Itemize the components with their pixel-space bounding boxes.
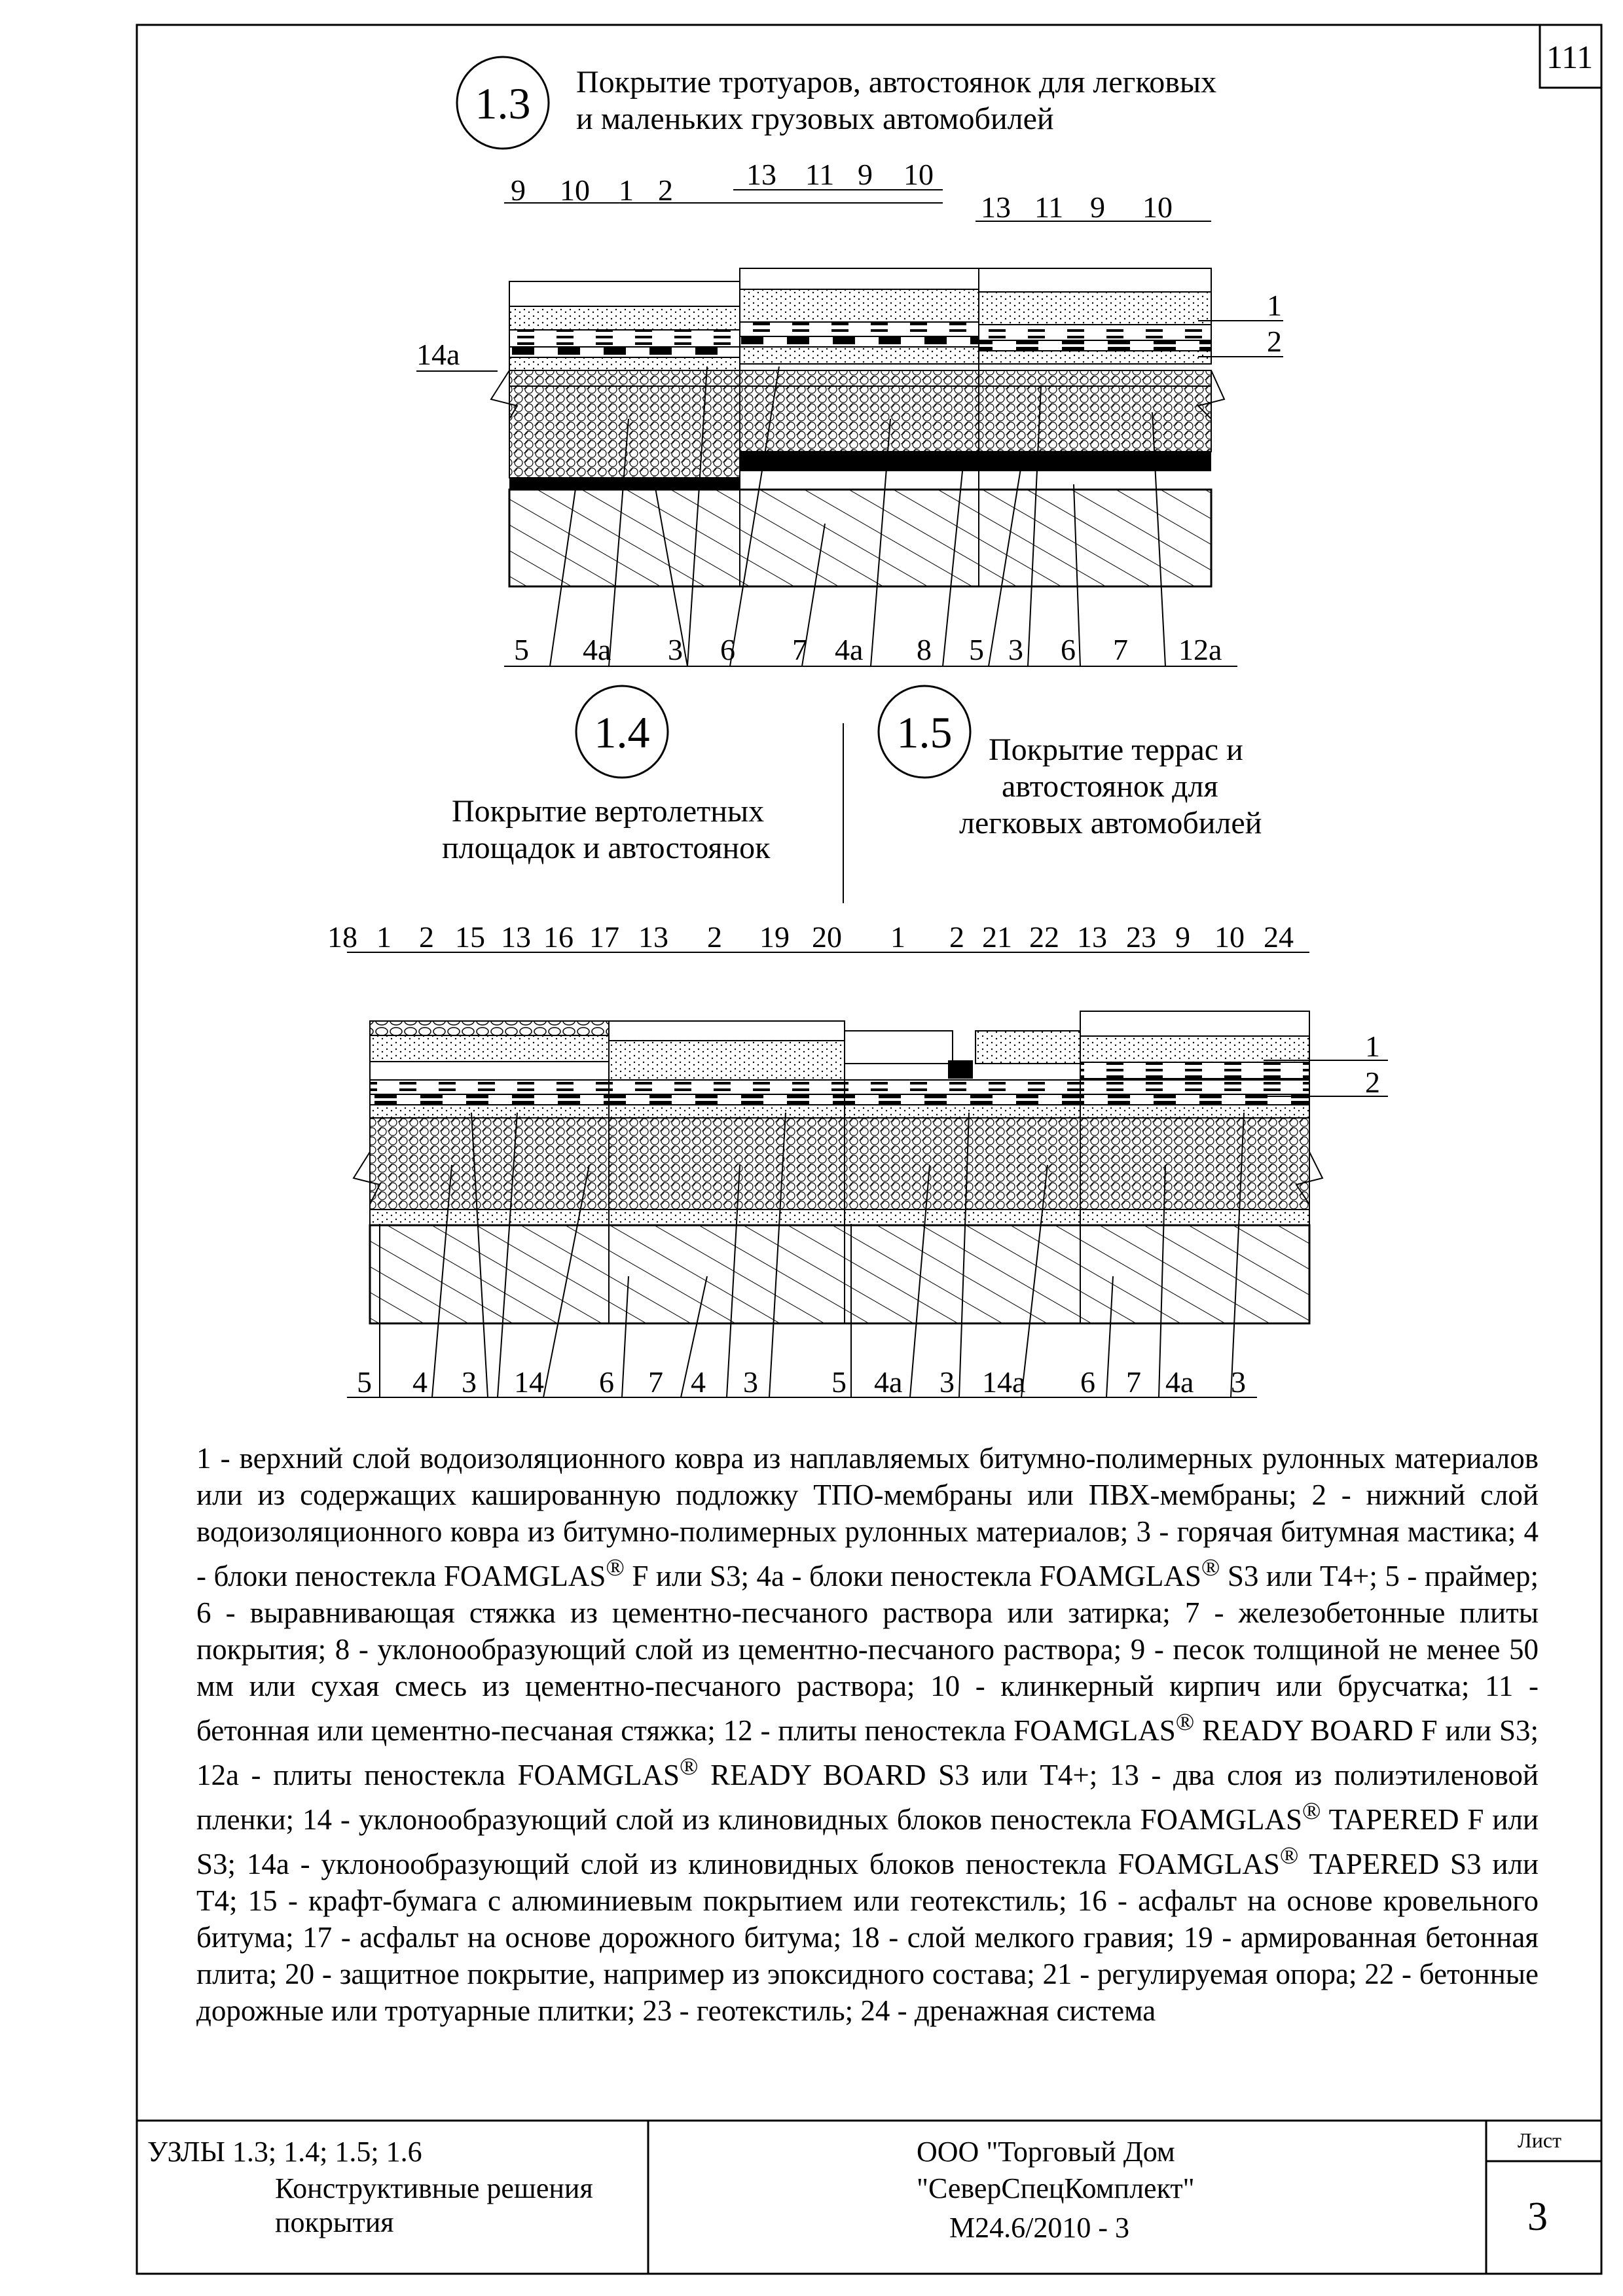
d13-bottom-label: 8 (917, 633, 932, 666)
registered-mark: ® (1201, 1554, 1220, 1581)
stamp-org-line1: ООО "Торговый Дом (917, 2136, 1175, 2168)
d13-bottom-label: 3 (668, 633, 683, 666)
d13-top-label: 9 (511, 173, 526, 207)
db-top-label: 15 (455, 920, 485, 954)
db-top-label: 9 (1175, 920, 1190, 954)
db-top-label: 2 (949, 920, 964, 954)
db-bottom-label: 3 (1231, 1365, 1246, 1399)
stamp-sheet-number: 3 (1527, 2195, 1548, 2239)
stamp-nodes: УЗЛЫ 1.3; 1.4; 1.5; 1.6 (147, 2136, 422, 2168)
d13-side-label-1: 1 (1267, 289, 1282, 322)
d13-top-label: 1 (619, 173, 634, 207)
db-top-label: 24 (1264, 920, 1294, 954)
registered-mark: ® (1302, 1798, 1321, 1825)
db-top-label: 1 (890, 920, 905, 954)
legend-part-e: READY BOARD S3 или T4+; 13 - два слоя из полиэтиленовой пленки; 14 - уклонообразующий слой из клиновидных блоков пеностекла FOAMGLAS (196, 1759, 1539, 1836)
registered-mark: ® (1175, 1709, 1195, 1736)
db-side-label-2: 2 (1365, 1066, 1380, 1099)
db-top-label: 20 (812, 920, 842, 954)
page-number: 111 (1546, 39, 1594, 75)
d13-bottom-label: 3 (1008, 633, 1023, 666)
db-bottom-label: 4а (874, 1365, 903, 1399)
detail-1-5-title-line3: легковых автомобилей (959, 806, 1262, 840)
db-top-label: 13 (638, 920, 668, 954)
d13-top-label: 10 (1142, 190, 1173, 224)
d13-bottom-label: 12а (1178, 633, 1222, 666)
db-bottom-label: 5 (831, 1365, 847, 1399)
d13-side-label-14a: 14а (416, 338, 460, 371)
d13-bottom-label: 6 (1061, 633, 1076, 666)
legend-text (196, 1440, 1539, 2029)
db-top-label: 2 (419, 920, 434, 954)
d13-bottom-label: 5 (514, 633, 529, 666)
marker-1-3: 1.3 (475, 79, 531, 128)
legend-part-a: 1 - верхний слой водоизоляционного ковра из наплавляемых битумно-полимерных рулонных материалов или из содержащих кашированную подложку ТПО-мембраны или ПВХ-мембраны; 2 - нижний слой водоизоляционного ковра из битумно-полимерных рулонных материалов; 3 - горячая битумная мастика; 4 - блоки пеностекла FOAMGLAS (196, 1442, 1539, 1592)
detail-1-4-title-line2: площадок и автостоянок (442, 831, 771, 865)
detail-bottom-drawing (347, 952, 1388, 1397)
db-bottom-label: 4 (691, 1365, 706, 1399)
marker-1-5: 1.5 (896, 708, 953, 757)
db-bottom-label: 3 (939, 1365, 955, 1399)
legend-part-b: F или S3; 4а - блоки пеностекла FOAMGLAS (624, 1560, 1201, 1592)
d13-top-label: 11 (1034, 190, 1064, 224)
detail-1-5-title-line2: автостоянок для (1002, 769, 1218, 804)
d13-side-label-2: 2 (1267, 325, 1282, 358)
d13-bottom-label: 4а (835, 633, 864, 666)
db-top-label: 13 (501, 920, 531, 954)
stamp-sheet-label: Лист (1518, 2128, 1562, 2152)
db-bottom-label: 14 (514, 1365, 544, 1399)
db-bottom-label: 6 (599, 1365, 614, 1399)
d13-bottom-label: 5 (969, 633, 984, 666)
registered-mark: ® (1279, 1842, 1299, 1869)
db-top-label: 10 (1214, 920, 1245, 954)
d13-top-label: 11 (805, 158, 835, 191)
stamp-desc-line2: покрытия (275, 2206, 394, 2238)
d13-top-label: 2 (658, 173, 673, 207)
detail-1-3-title-line1: Покрытие тротуаров, автостоянок для легковых (576, 65, 1217, 99)
legend-part-d: READY BOARD F или S3; 12а - плиты пеностекла FOAMGLAS (196, 1714, 1539, 1791)
db-top-label: 1 (376, 920, 392, 954)
d13-top-label: 10 (560, 173, 590, 207)
stamp-desc-line1: Конструктивные решения (275, 2172, 593, 2204)
stamp-org-line2: "СеверСпецКомплект" (917, 2172, 1195, 2204)
d13-top-label: 9 (1090, 190, 1105, 224)
db-top-label: 2 (707, 920, 722, 954)
db-bottom-label: 5 (357, 1365, 372, 1399)
db-bottom-label: 7 (648, 1365, 663, 1399)
detail-1-5-title-line1: Покрытие террас и (989, 732, 1243, 767)
d13-top-label: 9 (858, 158, 873, 191)
db-side-label-1: 1 (1365, 1030, 1380, 1063)
registered-mark: ® (606, 1554, 625, 1581)
legend-paragraph (196, 1440, 1539, 2029)
db-bottom-label: 14а (982, 1365, 1026, 1399)
db-top-label: 22 (1029, 920, 1059, 954)
d13-top-label: 10 (903, 158, 934, 191)
db-top-label: 18 (327, 920, 357, 954)
registered-mark: ® (680, 1753, 699, 1780)
db-bottom-label: 3 (743, 1365, 758, 1399)
db-top-label: 23 (1126, 920, 1156, 954)
marker-1-4: 1.4 (594, 708, 650, 757)
db-top-label: 21 (982, 920, 1012, 954)
db-top-label: 16 (543, 920, 574, 954)
db-bottom-label: 4а (1165, 1365, 1194, 1399)
detail-1-3-title-line2: и маленьких грузовых автомобилей (576, 101, 1054, 136)
db-bottom-label: 3 (462, 1365, 477, 1399)
detail-1-4-title-line1: Покрытие вертолетных (452, 794, 765, 829)
legend-part-f: TAPERED F или S3; 14а - уклонообразующий слой из клиновидных блоков пеностекла FOAMGLAS (196, 1803, 1539, 1880)
db-bottom-label: 6 (1080, 1365, 1095, 1399)
legend-part-c: S3 или T4+; 5 - праймер; 6 - выравнивающая стяжка из цементно-песчаного раствора или затирка; 7 - железобетонные плиты покрытия; 8 - уклонообразующий слой из цементно-песчаного раствора; 9 - песок толщиной не менее 50 мм или сухая смесь из цементно-песчаного раствора; 10 - клинкерный кирпич или брусчатка; 11 - бетонная или цементно-песчаная стяжка; 12 - плиты пеностекла FOAMGLAS (196, 1560, 1539, 1747)
db-top-label: 17 (589, 920, 619, 954)
db-bottom-label: 4 (412, 1365, 428, 1399)
legend-part-g: TAPERED S3 или T4; 15 - крафт-бумага с алюминиевым покрытием или геотекстиль; 16 - асфальт на основе кровельного битума; 17 - асфальт на основе дорожного битума; 18 - слой мелкого гравия; 19 - армированная бетонная плита; 20 - защитное покрытие, например из эпоксидного состава; 21 - регулируемая опора; 22 - бетонные дорожные или тротуарные плитки; 23 - геотекстиль; 24 - дренажная система (196, 1848, 1539, 2027)
stamp-doc-code: М24.6/2010 - 3 (949, 2212, 1129, 2244)
detail-1-3-drawing (416, 57, 1283, 666)
d13-bottom-label: 7 (1113, 633, 1128, 666)
d13-bottom-label: 4а (583, 633, 611, 666)
d13-bottom-label: 6 (720, 633, 735, 666)
db-top-label: 19 (759, 920, 790, 954)
db-bottom-label: 7 (1126, 1365, 1141, 1399)
db-top-label: 13 (1077, 920, 1107, 954)
d13-top-label: 13 (746, 158, 776, 191)
d13-bottom-label: 7 (792, 633, 807, 666)
d13-top-label: 13 (981, 190, 1011, 224)
